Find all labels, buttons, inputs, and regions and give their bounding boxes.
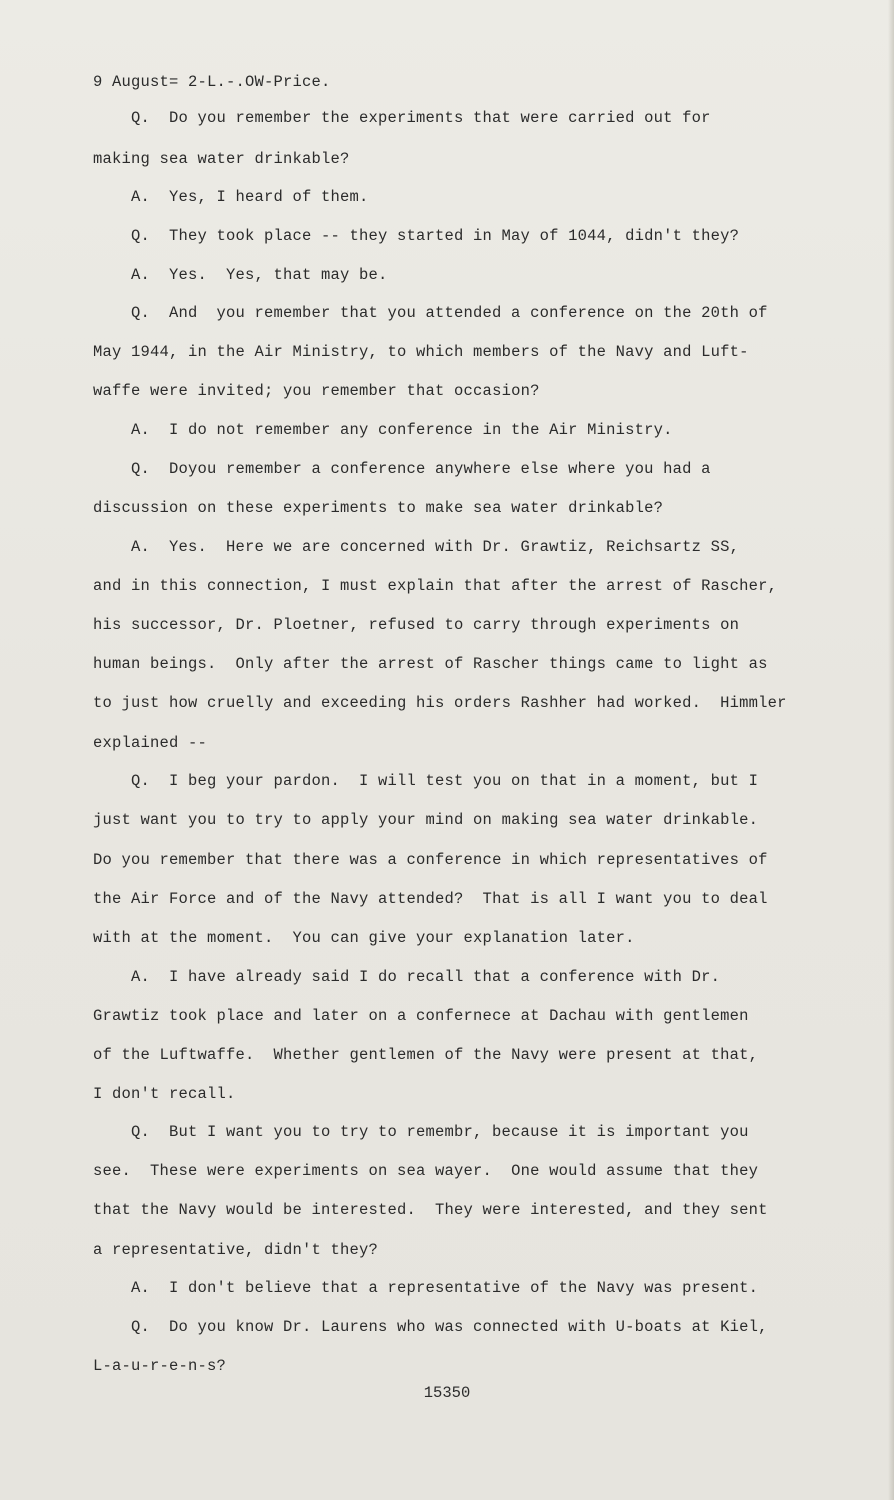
text-line: to just how cruelly and exceeding his orders Rashher had worked. Himmler (93, 694, 787, 712)
text-line: and in this connection, I must explain that after the arrest of Rascher, (93, 577, 778, 595)
text-line: L-a-u-r-e-n-s? (93, 1357, 227, 1375)
text-line: A. Yes. Here we are concerned with Dr. Grawtiz, Reichsartz SS, (131, 538, 740, 556)
text-line: Grawtiz took place and later on a confernece at Dachau with gentlemen (93, 1007, 749, 1025)
text-line: Q. But I want you to try to remembr, because it is important you (131, 1123, 749, 1141)
text-line: making sea water drinkable? (93, 150, 350, 168)
text-line: A. I do not remember any conference in the Air Ministry. (131, 421, 673, 439)
text-line: that the Navy would be interested. They were interested, and they sent (93, 1201, 768, 1219)
text-line: his successor, Dr. Ploetner, refused to carry through experiments on (93, 616, 740, 634)
text-line: Do you remember that there was a conference in which representatives of (93, 851, 768, 869)
text-line: Q. They took place -- they started in May of 1044, didn't they? (131, 227, 740, 245)
text-line: with at the moment. You can give your explanation later. (93, 929, 635, 947)
text-line: May 1944, in the Air Ministry, to which members of the Navy and Luft- (93, 343, 749, 361)
text-line: Q. I beg your pardon. I will test you on that in a moment, but I (131, 772, 759, 790)
text-line: human beings. Only after the arrest of Rascher things came to light as (93, 655, 768, 673)
page-number: 15350 (423, 1384, 471, 1402)
text-line: waffe were invited; you remember that occasion? (93, 382, 540, 400)
text-line: A. Yes, I heard of them. (131, 188, 369, 206)
text-line: a representative, didn't they? (93, 1241, 379, 1259)
text-line: see. These were experiments on sea wayer. One would assume that they (93, 1162, 759, 1180)
text-line: A. Yes. Yes, that may be. (131, 266, 388, 284)
text-line: explained -- (93, 734, 208, 752)
document-header: 9 August= 2-L.-.OW-Price. (93, 73, 331, 91)
text-line: Q. Do you know Dr. Laurens who was connected with U-boats at Kiel, (131, 1318, 768, 1336)
text-line: just want you to try to apply your mind on making sea water drinkable. (93, 811, 759, 829)
text-line: of the Luftwaffe. Whether gentlemen of the Navy were present at that, (93, 1046, 759, 1064)
text-line: A. I have already said I do recall that a conference with Dr. (131, 968, 721, 986)
text-line: Q. Do you remember the experiments that were carried out for (131, 109, 711, 127)
text-line: Q. Doyou remember a conference anywhere else where you had a (131, 460, 711, 478)
text-line: Q. And you remember that you attended a conference on the 20th of (131, 304, 768, 322)
text-line: I don't recall. (93, 1085, 236, 1103)
page-edge-shadow (888, 0, 894, 1500)
text-line: A. I don't believe that a representative of the Navy was present. (131, 1279, 759, 1297)
text-line: discussion on these experiments to make sea water drinkable? (93, 499, 664, 517)
text-line: the Air Force and of the Navy attended? That is all I want you to deal (93, 890, 768, 908)
